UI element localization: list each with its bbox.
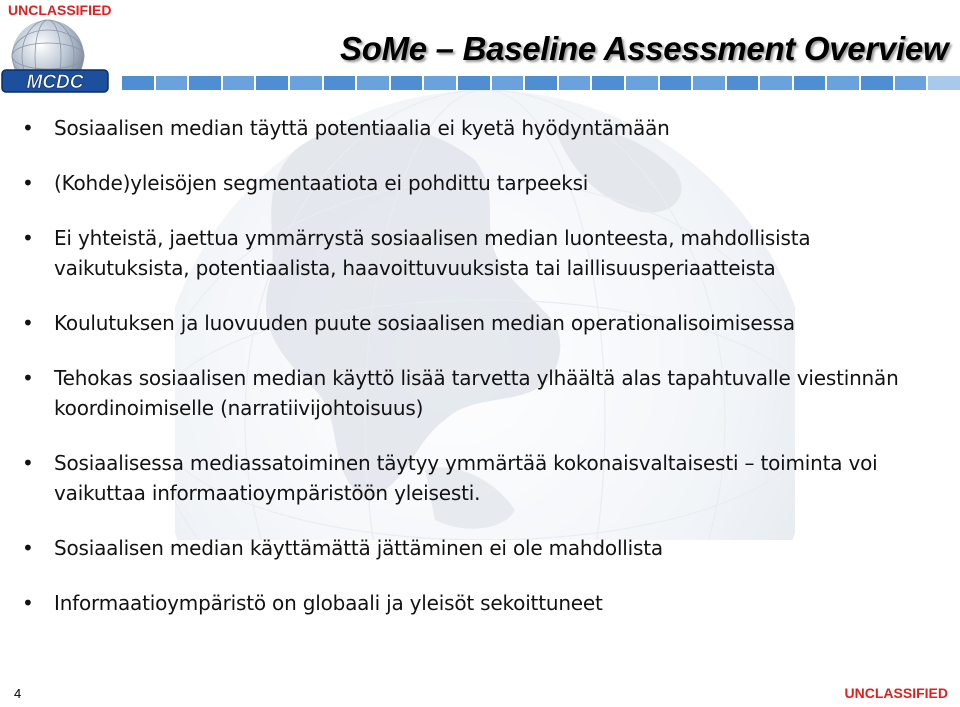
bullet-item: • Tehokas sosiaalisen median käyttö lisää tarvetta ylhäältä alas tapahtuvalle viestinnän koordinoimiselle (narratiivijohtoisuus)	[20, 363, 940, 423]
page-number: 4	[14, 686, 22, 701]
bullet-item: • Informaatioympäristö on globaali ja yleisöt sekoittuneet	[20, 588, 940, 618]
bullet-item: • Sosiaalisen median täyttä potentiaalia ei kyetä hyödyntämään	[20, 113, 940, 143]
bullet-list	[20, 113, 940, 618]
classification-bottom: UNCLASSIFIED	[844, 685, 948, 701]
page-title: SoMe – Baseline Assessment Overview	[340, 30, 949, 67]
mcdc-logo	[0, 18, 112, 100]
bullet-item: • Sosiaalisessa mediassatoiminen täytyy ymmärtää kokonaisvaltaisesti – toiminta voi vaikuttaa informaatioympäristöön yleisesti.	[20, 448, 940, 508]
header-decoration-bar	[122, 76, 960, 90]
bullet-item: • Ei yhteistä, jaettua ymmärrystä sosiaalisen median luonteesta, mahdollisista vaikutuksista, potentiaalista, haavoittuvuuksista tai laillisuusperiaatteista	[20, 223, 940, 283]
logo-text: MCDC	[26, 72, 84, 93]
bullet-item: • (Kohde)yleisöjen segmentaatiota ei pohdittu tarpeeksi	[20, 168, 940, 198]
classification-top: UNCLASSIFIED	[8, 2, 112, 18]
bullet-item: • Koulutuksen ja luovuuden puute sosiaalisen median operationalisoimisessa	[20, 308, 940, 338]
bullet-item: • Sosiaalisen median käyttämättä jättäminen ei ole mahdollista	[20, 533, 940, 563]
